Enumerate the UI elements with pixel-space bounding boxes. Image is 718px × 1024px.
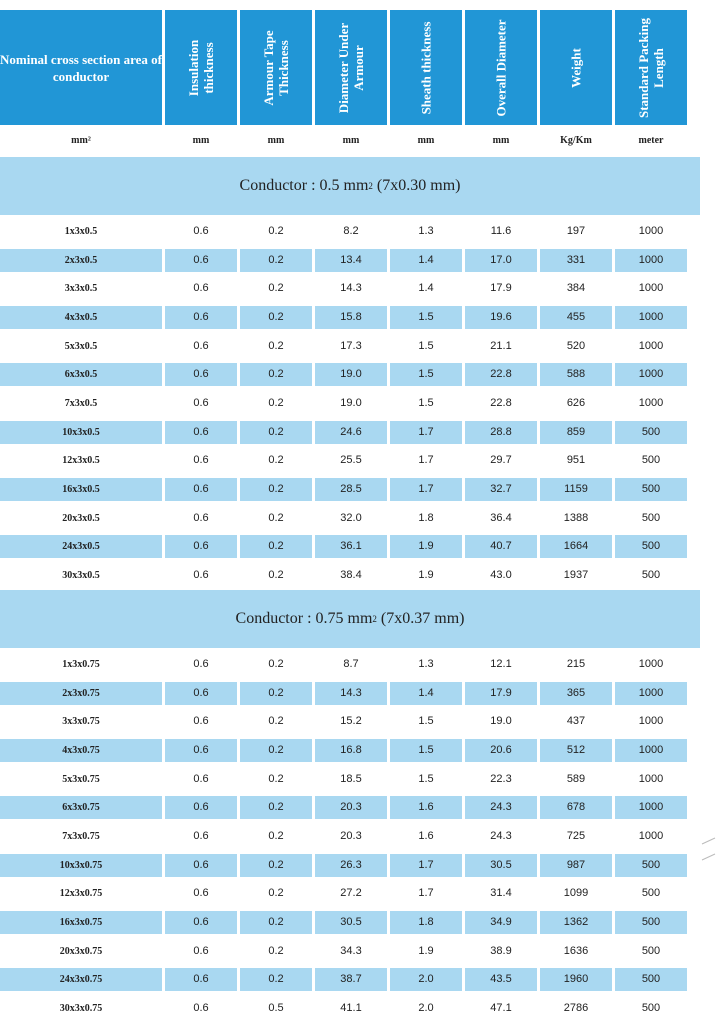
table-row: [0, 475, 718, 504]
row-value: 1636: [563, 944, 589, 957]
row-value: 19.0: [490, 715, 512, 728]
table-row: [0, 561, 718, 590]
row-value: 0.2: [240, 796, 312, 819]
row-value: 0.5: [268, 1002, 284, 1015]
row-value: 26.3: [315, 854, 387, 877]
header-diameter-under-armour-label: Diameter Under Armour: [336, 22, 366, 113]
row-value: 215: [566, 657, 586, 670]
row-value: 1.5: [390, 306, 462, 329]
row-value: 1.4: [418, 282, 434, 295]
row-label: 20x3x0.75: [59, 945, 103, 957]
table-row: [0, 650, 718, 679]
row-value: 0.2: [240, 306, 312, 329]
row-label: 24x3x0.75: [0, 968, 162, 991]
row-label: 12x3x0.75: [59, 888, 103, 900]
row-value: 24.3: [465, 796, 537, 819]
header-packing-length: [615, 10, 687, 125]
row-value: 1000: [638, 715, 664, 728]
row-value: 588: [540, 363, 612, 386]
row-value: 0.6: [193, 1002, 209, 1015]
row-value: 0.6: [165, 306, 237, 329]
section-rows-0.5: [0, 217, 718, 590]
row-label: 1x3x0.5: [64, 225, 98, 237]
row-label: 2x3x0.5: [0, 249, 162, 272]
row-label: 1x3x0.75: [62, 658, 100, 670]
row-value: 17.0: [465, 249, 537, 272]
row-value: 365: [540, 682, 612, 705]
table-row: [0, 765, 718, 794]
header-cross-section: [0, 10, 162, 125]
header-overall-diameter: [465, 10, 537, 125]
row-value: 0.2: [240, 535, 312, 558]
row-value: 22.3: [490, 772, 512, 785]
row-value: 36.1: [315, 535, 387, 558]
unit-weight: Kg/Km: [560, 135, 592, 146]
row-value: 18.5: [340, 772, 362, 785]
row-value: 500: [615, 854, 687, 877]
row-value: 1000: [615, 249, 687, 272]
table-row: [0, 994, 718, 1023]
row-value: 1.7: [390, 478, 462, 501]
row-value: 725: [566, 829, 586, 842]
row-value: 626: [566, 396, 586, 409]
row-value: 0.2: [240, 911, 312, 934]
row-value: 1.5: [418, 396, 434, 409]
row-value: 0.6: [193, 887, 209, 900]
row-label: 6x3x0.75: [0, 796, 162, 819]
row-value: 0.2: [240, 854, 312, 877]
table-row: [0, 360, 718, 389]
row-value: 12.1: [490, 657, 512, 670]
row-value: 0.6: [193, 944, 209, 957]
table-row: [0, 966, 718, 995]
row-value: 1.4: [390, 249, 462, 272]
row-value: 30.5: [315, 911, 387, 934]
row-value: 41.1: [340, 1002, 362, 1015]
unit-cross-section: mm²: [71, 135, 91, 146]
row-label: 10x3x0.75: [0, 854, 162, 877]
row-value: 38.4: [340, 569, 362, 582]
table-row: [0, 332, 718, 361]
row-value: 1000: [615, 306, 687, 329]
table-row: [0, 246, 718, 275]
row-value: 8.7: [343, 657, 359, 670]
table-row: [0, 389, 718, 418]
table-row: [0, 217, 718, 246]
header-insulation-label: Insulation thickness: [186, 39, 216, 96]
row-value: 0.2: [268, 569, 284, 582]
row-value: 38.9: [490, 944, 512, 957]
row-value: 2.0: [418, 1002, 434, 1015]
row-label: 5x3x0.5: [64, 340, 98, 352]
row-value: 43.0: [490, 569, 512, 582]
row-value: 2.0: [390, 968, 462, 991]
row-value: 32.7: [465, 478, 537, 501]
row-value: 8.2: [343, 224, 359, 237]
unit-overall-diameter: mm: [492, 135, 510, 146]
table-row: [0, 447, 718, 476]
row-value: 1.5: [418, 772, 434, 785]
row-value: 31.4: [490, 887, 512, 900]
table-row: [0, 793, 718, 822]
row-value: 0.6: [165, 421, 237, 444]
row-value: 0.2: [240, 478, 312, 501]
row-value: 30.5: [465, 854, 537, 877]
row-value: 0.6: [193, 829, 209, 842]
row-value: 29.7: [490, 454, 512, 467]
row-value: 500: [615, 478, 687, 501]
row-value: 43.5: [465, 968, 537, 991]
row-value: 1099: [563, 887, 589, 900]
row-label: 7x3x0.5: [64, 397, 98, 409]
row-value: 455: [540, 306, 612, 329]
row-value: 0.6: [193, 396, 209, 409]
row-label: 7x3x0.75: [62, 830, 100, 842]
row-value: 0.2: [268, 715, 284, 728]
row-value: 1.5: [390, 363, 462, 386]
row-value: 0.6: [165, 796, 237, 819]
row-value: 0.2: [240, 682, 312, 705]
row-value: 437: [566, 715, 586, 728]
row-value: 20.6: [465, 739, 537, 762]
table-header: [0, 10, 690, 125]
row-label: 6x3x0.5: [0, 363, 162, 386]
row-value: 11.6: [490, 224, 512, 237]
row-value: 0.6: [193, 569, 209, 582]
row-value: 384: [566, 282, 586, 295]
table-row: [0, 533, 718, 562]
row-value: 1000: [615, 739, 687, 762]
row-value: 0.2: [268, 944, 284, 957]
section-title-suffix: (7x0.37 mm): [376, 610, 465, 627]
row-value: 1000: [638, 396, 664, 409]
row-value: 331: [540, 249, 612, 272]
header-weight: [540, 10, 612, 125]
row-value: 0.2: [268, 339, 284, 352]
row-label: 3x3x0.5: [64, 283, 98, 295]
row-value: 0.2: [268, 887, 284, 900]
row-value: 1388: [563, 511, 589, 524]
row-value: 500: [641, 944, 661, 957]
table-row: [0, 679, 718, 708]
row-label: 16x3x0.75: [0, 911, 162, 934]
table-row: [0, 303, 718, 332]
row-value: 0.2: [240, 249, 312, 272]
row-value: 20.3: [340, 829, 362, 842]
row-value: 500: [641, 1002, 661, 1015]
row-value: 1.6: [390, 796, 462, 819]
row-value: 27.2: [340, 887, 362, 900]
row-value: 1.3: [418, 224, 434, 237]
row-value: 15.2: [340, 715, 362, 728]
header-cross-section-label: Nominal cross section area of conductor: [0, 51, 162, 84]
row-value: 1000: [615, 682, 687, 705]
table-row: [0, 822, 718, 851]
row-value: 1362: [540, 911, 612, 934]
row-value: 1.7: [418, 454, 434, 467]
row-value: 1000: [638, 224, 664, 237]
row-value: 0.6: [193, 657, 209, 670]
row-value: 1.7: [418, 887, 434, 900]
unit-armour-tape: mm: [267, 135, 285, 146]
row-value: 38.7: [315, 968, 387, 991]
row-label: 16x3x0.5: [0, 478, 162, 501]
row-value: 47.1: [490, 1002, 512, 1015]
header-diameter-under-armour: [315, 10, 387, 125]
row-label: 30x3x0.5: [62, 570, 100, 582]
row-value: 16.8: [315, 739, 387, 762]
row-value: 22.8: [465, 363, 537, 386]
row-value: 987: [540, 854, 612, 877]
section-title-0.5: [0, 157, 700, 215]
table-row: [0, 880, 718, 909]
row-value: 0.2: [268, 829, 284, 842]
table-row: [0, 937, 718, 966]
row-label: 4x3x0.75: [0, 739, 162, 762]
table-row: [0, 908, 718, 937]
row-value: 520: [566, 339, 586, 352]
row-label: 4x3x0.5: [0, 306, 162, 329]
header-armour-tape-label: Armour Tape Thickness: [261, 29, 291, 106]
row-value: 1937: [563, 569, 589, 582]
row-value: 1.6: [418, 829, 434, 842]
row-label: 12x3x0.5: [62, 455, 100, 467]
row-label: 5x3x0.75: [62, 773, 100, 785]
row-value: 0.6: [193, 454, 209, 467]
row-value: 17.3: [340, 339, 362, 352]
header-sheath-label: Sheath thickness: [418, 21, 434, 114]
row-value: 0.2: [268, 657, 284, 670]
unit-insulation: mm: [192, 135, 210, 146]
row-label: 10x3x0.5: [0, 421, 162, 444]
row-value: 1.9: [390, 535, 462, 558]
row-value: 22.8: [490, 396, 512, 409]
row-value: 0.6: [193, 772, 209, 785]
row-value: 1000: [638, 339, 664, 352]
row-value: 1.8: [418, 511, 434, 524]
row-value: 15.8: [315, 306, 387, 329]
row-value: 0.2: [240, 739, 312, 762]
row-value: 500: [641, 454, 661, 467]
row-value: 1960: [540, 968, 612, 991]
row-value: 2786: [563, 1002, 589, 1015]
row-value: 0.2: [240, 421, 312, 444]
unit-sheath: mm: [417, 135, 435, 146]
row-value: 0.6: [165, 682, 237, 705]
row-label: 2x3x0.75: [0, 682, 162, 705]
table-row: [0, 707, 718, 736]
table-row: [0, 418, 718, 447]
section-title-prefix: Conductor : 0.75 mm: [235, 610, 373, 627]
row-value: 19.6: [465, 306, 537, 329]
row-value: 1.4: [390, 682, 462, 705]
row-value: 1000: [615, 796, 687, 819]
section-rows-0.75: [0, 650, 718, 1023]
decorative-stroke-icon: [700, 836, 716, 864]
row-value: 500: [641, 569, 661, 582]
row-value: 1000: [638, 829, 664, 842]
row-value: 0.6: [165, 535, 237, 558]
row-value: 1159: [540, 478, 612, 501]
row-value: 512: [540, 739, 612, 762]
row-value: 0.6: [165, 363, 237, 386]
row-value: 1000: [638, 772, 664, 785]
row-value: 0.2: [268, 396, 284, 409]
section-title-prefix: Conductor : 0.5 mm: [239, 177, 369, 194]
header-packing-length-label: Standard Packing Length: [636, 17, 666, 118]
row-value: 1.3: [418, 657, 434, 670]
row-label: 30x3x0.75: [59, 1003, 103, 1015]
row-value: 1.5: [418, 715, 434, 728]
row-value: 197: [566, 224, 586, 237]
row-value: 13.4: [315, 249, 387, 272]
row-value: 0.6: [165, 478, 237, 501]
table-row: [0, 851, 718, 880]
row-value: 24.6: [315, 421, 387, 444]
row-value: 1.9: [418, 944, 434, 957]
row-value: 500: [641, 511, 661, 524]
row-value: 19.0: [315, 363, 387, 386]
row-value: 500: [615, 968, 687, 991]
header-weight-label: Weight: [568, 47, 584, 88]
row-value: 1.5: [390, 739, 462, 762]
row-value: 1000: [615, 363, 687, 386]
row-value: 678: [540, 796, 612, 819]
row-value: 500: [615, 911, 687, 934]
row-value: 21.1: [490, 339, 512, 352]
row-value: 1.7: [390, 854, 462, 877]
row-value: 500: [615, 535, 687, 558]
row-value: 0.2: [268, 282, 284, 295]
row-value: 0.6: [165, 968, 237, 991]
header-overall-diameter-label: Overall Diameter: [493, 18, 509, 117]
row-value: 0.6: [193, 339, 209, 352]
row-value: 500: [641, 887, 661, 900]
row-value: 0.2: [268, 224, 284, 237]
row-value: 34.9: [465, 911, 537, 934]
row-value: 25.5: [340, 454, 362, 467]
row-value: 0.2: [240, 968, 312, 991]
row-value: 951: [566, 454, 586, 467]
row-value: 36.4: [490, 511, 512, 524]
row-value: 0.6: [165, 911, 237, 934]
row-value: 40.7: [465, 535, 537, 558]
table-row: [0, 504, 718, 533]
row-value: 14.3: [315, 682, 387, 705]
row-value: 17.9: [490, 282, 512, 295]
header-insulation: [165, 10, 237, 125]
row-value: 859: [540, 421, 612, 444]
units-row: [0, 128, 718, 154]
row-value: 0.6: [193, 282, 209, 295]
row-value: 34.3: [340, 944, 362, 957]
row-value: 24.3: [490, 829, 512, 842]
row-value: 17.9: [465, 682, 537, 705]
header-sheath: [390, 10, 462, 125]
row-value: 28.5: [315, 478, 387, 501]
row-value: 0.6: [165, 249, 237, 272]
header-armour-tape: [240, 10, 312, 125]
row-value: 0.6: [165, 739, 237, 762]
row-value: 500: [615, 421, 687, 444]
unit-packing-length: meter: [638, 135, 664, 146]
row-value: 1.7: [390, 421, 462, 444]
row-value: 14.3: [340, 282, 362, 295]
row-value: 32.0: [340, 511, 362, 524]
row-value: 0.6: [193, 224, 209, 237]
table-row: [0, 736, 718, 765]
row-value: 589: [566, 772, 586, 785]
row-value: 1.8: [390, 911, 462, 934]
row-label: 3x3x0.75: [62, 716, 100, 728]
row-value: 0.6: [193, 715, 209, 728]
section-title-suffix: (7x0.30 mm): [372, 177, 461, 194]
section-title-sup: 2: [372, 614, 377, 624]
row-value: 19.0: [340, 396, 362, 409]
row-value: 0.2: [240, 363, 312, 386]
row-value: 1664: [540, 535, 612, 558]
section-title-0.75: [0, 590, 700, 648]
row-value: 0.6: [193, 511, 209, 524]
row-value: 1.9: [418, 569, 434, 582]
table-row: [0, 274, 718, 303]
row-value: 1000: [638, 657, 664, 670]
row-value: 1.5: [418, 339, 434, 352]
row-value: 1000: [638, 282, 664, 295]
row-value: 20.3: [315, 796, 387, 819]
row-value: 0.2: [268, 511, 284, 524]
row-value: 0.6: [165, 854, 237, 877]
row-value: 0.2: [268, 454, 284, 467]
row-value: 28.8: [465, 421, 537, 444]
unit-diameter-under-armour: mm: [342, 135, 360, 146]
row-label: 20x3x0.5: [62, 512, 100, 524]
row-label: 24x3x0.5: [0, 535, 162, 558]
row-value: 0.2: [268, 772, 284, 785]
section-title-sup: 2: [368, 181, 373, 191]
